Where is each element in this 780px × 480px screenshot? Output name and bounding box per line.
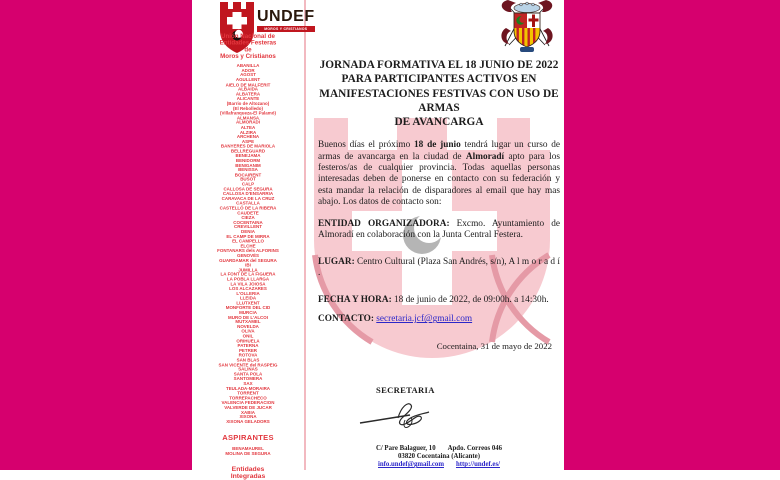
entidades-heading — [192, 465, 304, 479]
contact-email-link[interactable]: secretaria.jcf@gmail.com — [376, 314, 473, 325]
entidades-heading-line: Integradas — [230, 471, 266, 480]
member-item: VALENCIA FEDERACION — [221, 400, 275, 406]
member-item: FONTANARS dels ALFORINS — [217, 248, 279, 254]
member-item: MUTXAMEL — [235, 319, 261, 325]
member-item: JUMILLA — [238, 267, 258, 273]
page-title — [318, 58, 560, 129]
member-item: LOS ALCAZARES — [229, 286, 267, 292]
member-item: BENIGANIM — [235, 163, 261, 169]
org-name-line: Unión Nacional de — [221, 32, 275, 40]
member-item: (Villafranqueza-El Palamó) — [220, 110, 276, 116]
footer-address — [318, 445, 560, 469]
member-item: XIXONA GELADORS — [226, 419, 270, 425]
aspirantes-list — [192, 447, 304, 456]
member-item: BENISSA — [238, 167, 258, 173]
member-item: AGULLENT — [235, 77, 261, 83]
member-item: ALTEA — [240, 125, 256, 131]
member-item: TORREPACHECO — [229, 395, 267, 401]
member-item: EL CAMP DE MIRRA — [226, 234, 270, 240]
aspirantes-heading: ASPIRANTES — [222, 433, 274, 443]
undef-logo-title: UNDEF — [257, 8, 315, 25]
title-line: PARA PARTICIPANTES ACTIVOS EN — [341, 73, 537, 86]
member-item: TEULADA-MORAIRA — [225, 386, 271, 392]
member-item: ELCHE — [240, 243, 256, 249]
dateline: Cocentaina, 31 de mayo de 2022 — [436, 341, 552, 352]
section-contacto — [318, 314, 560, 325]
entidad-label: ENTIDAD ORGANIZADORA: — [318, 219, 450, 230]
member-item: PETRER — [238, 348, 258, 354]
member-item: ALBATERA — [235, 91, 261, 97]
member-item: LLEIDA — [239, 296, 257, 302]
intro-date-bold: 18 de junio — [414, 140, 461, 151]
member-item: LLUTXENT — [236, 300, 260, 306]
fecha-text: 18 de junio de 2022, de 09:00h. a 14:30h. — [391, 295, 549, 306]
member-item: MURCIA — [239, 310, 257, 316]
member-item: MONFORTE DEL CID — [225, 305, 271, 311]
entidad-text: Excmo. Ayuntamiento de Almoradí en colaboración con la Junta Central Festera. — [318, 219, 560, 241]
signature-icon — [358, 397, 442, 435]
member-item: CALP — [241, 182, 255, 188]
member-item: LA POBLA LLARGA — [226, 277, 270, 283]
member-item: SALINAS — [238, 367, 258, 373]
title-line: DE AVANCARGA — [394, 116, 484, 129]
lugar-text: Centro Cultural (Plaza San Andrés, s/n), A l m o r a d í . — [318, 257, 560, 279]
member-item: BOCAIRENT — [234, 172, 262, 178]
member-item: BENEJAMA — [235, 153, 261, 159]
member-item: BANYERES DE MARIOLA — [220, 144, 276, 150]
member-item: CALLOSA D'ENSARRIA — [222, 191, 274, 197]
member-item: BENIDORM — [235, 158, 261, 164]
intro-mid: tendrá lugar un curso de armas de avancarga en la ciudad de — [318, 140, 560, 162]
title-line: JORNADA FORMATIVA EL 18 JUNIO DE 2022 — [319, 59, 559, 71]
member-item: EL CAMPELLO — [232, 239, 264, 245]
document-page — [192, 0, 564, 480]
undef-logo-banner: MOROS Y CRISTIANOS — [257, 26, 315, 32]
member-item: CAUDETE — [237, 210, 259, 216]
member-item: CASTELLÓ DE LA RIBERA — [219, 205, 277, 211]
member-item: DENIA — [241, 229, 255, 235]
footer-web-link[interactable]: http://undef.es/ — [455, 461, 500, 468]
member-item: GUARDAMAR del SEGURA — [219, 258, 277, 264]
intro-pre: Buenos días el próximo — [318, 140, 415, 151]
member-item: ALBAIDA — [237, 87, 259, 93]
section-entidad — [318, 219, 560, 241]
member-item: CASTALLA — [236, 201, 260, 207]
member-item: ALMORADÍ — [235, 120, 261, 126]
member-item: AIELO DE MALFERIT — [225, 82, 271, 88]
member-item: ARCHENA — [236, 134, 260, 140]
member-item: BELLREGUARD — [230, 148, 266, 154]
member-item: LA VILA JOIOSA — [230, 281, 266, 287]
member-item: MURO DE L'ALCOI — [228, 314, 268, 321]
title-line: MANIFESTACIONES FESTIVAS CON USO DE ARMAS — [319, 87, 559, 114]
member-item: OLIVA — [241, 329, 255, 335]
member-item: (Barrio de Altozano) — [226, 101, 270, 107]
member-item: CARAVACA DE LA CRUZ — [221, 196, 275, 202]
member-item: CREVILLENT — [234, 224, 262, 230]
member-item: ORIHUELA — [236, 338, 260, 344]
member-item: IBI — [245, 262, 251, 268]
sidebar-content — [192, 33, 304, 480]
member-list — [192, 64, 304, 425]
member-item: PATERNA — [237, 343, 259, 349]
member-item: BUSOT — [240, 177, 256, 183]
member-item: CALLOSA DE SEGURA — [223, 186, 273, 192]
intro-city-bold: Almoradí — [465, 151, 505, 162]
aspirante-item: BENAMAUREL — [232, 446, 264, 452]
footer-email-link[interactable]: info.undef@gmail.com — [378, 461, 444, 468]
footer-line1 — [318, 445, 560, 453]
org-name — [192, 33, 304, 60]
footer-street: C/ Pare Balaguer, 10 — [375, 445, 436, 452]
member-item: ROTOVA — [238, 352, 258, 359]
member-item: AGOST — [240, 72, 256, 78]
fecha-label: FECHA Y HORA: — [318, 295, 392, 306]
member-item: NOVELDA — [237, 324, 259, 330]
member-item: ABANILLA — [236, 63, 260, 69]
member-item: GENOVÉS — [236, 253, 260, 259]
member-item: ONIL — [242, 333, 254, 340]
entidades-heading-line: Entidades — [231, 464, 265, 473]
aspirante-item: MOLINA DE SEGURA — [225, 451, 271, 457]
member-item: SAN BLAS — [236, 357, 260, 363]
member-item: SAX — [243, 381, 253, 387]
member-item: XIXONA — [239, 414, 257, 420]
footer-apdo: Apdo. Correos 046 — [447, 445, 503, 452]
org-name-line: Moros y Cristianos — [220, 52, 276, 60]
org-name-line: Entidades Festeras — [219, 38, 277, 47]
intro-post: apto para los festeros/as de cualquier provincia. Todas aquellas personas interesadas deben de ponerse en contacto con su federación y esta mandar la relación de disparadores al email que hay mas abajo. Los datos de contacto son: — [318, 151, 560, 207]
org-name-line: de — [244, 45, 252, 53]
main-content — [318, 0, 560, 470]
member-item: L'OLLERIA — [236, 291, 260, 297]
lugar-label: LUGAR: — [318, 257, 355, 268]
member-item: ASPE — [241, 139, 255, 145]
member-item: SANTOMERA — [233, 376, 263, 382]
member-item: COCENTAINA — [233, 220, 263, 226]
member-item: TORRENT — [237, 390, 259, 396]
contacto-label: CONTACTO: — [318, 314, 374, 325]
member-item: ALMANSA — [236, 115, 260, 121]
member-item: (El Rebolledo) — [233, 106, 263, 112]
member-item: CIEZA — [241, 215, 255, 221]
footer-line3 — [318, 461, 560, 469]
footer-city: 03820 Cocentaina (Alicante) — [398, 453, 480, 460]
member-item: SAN VICENTE del RASPEIG — [218, 362, 278, 368]
member-item: SANTA POLA — [233, 371, 263, 378]
sidebar — [192, 0, 315, 480]
member-item: LA FONT DE LA FIGUERA — [220, 272, 276, 278]
member-item: XABIA — [241, 409, 255, 415]
section-fecha — [318, 295, 560, 306]
member-item: ALZIRA — [239, 129, 257, 135]
member-item: ALICANTE — [236, 96, 260, 102]
member-item: VALVERDE DE JUCAR — [224, 405, 272, 411]
member-item: ADOR — [241, 68, 255, 74]
secretaria-label: SECRETARIA — [376, 385, 435, 396]
section-lugar — [318, 257, 560, 279]
intro-paragraph — [318, 140, 560, 208]
